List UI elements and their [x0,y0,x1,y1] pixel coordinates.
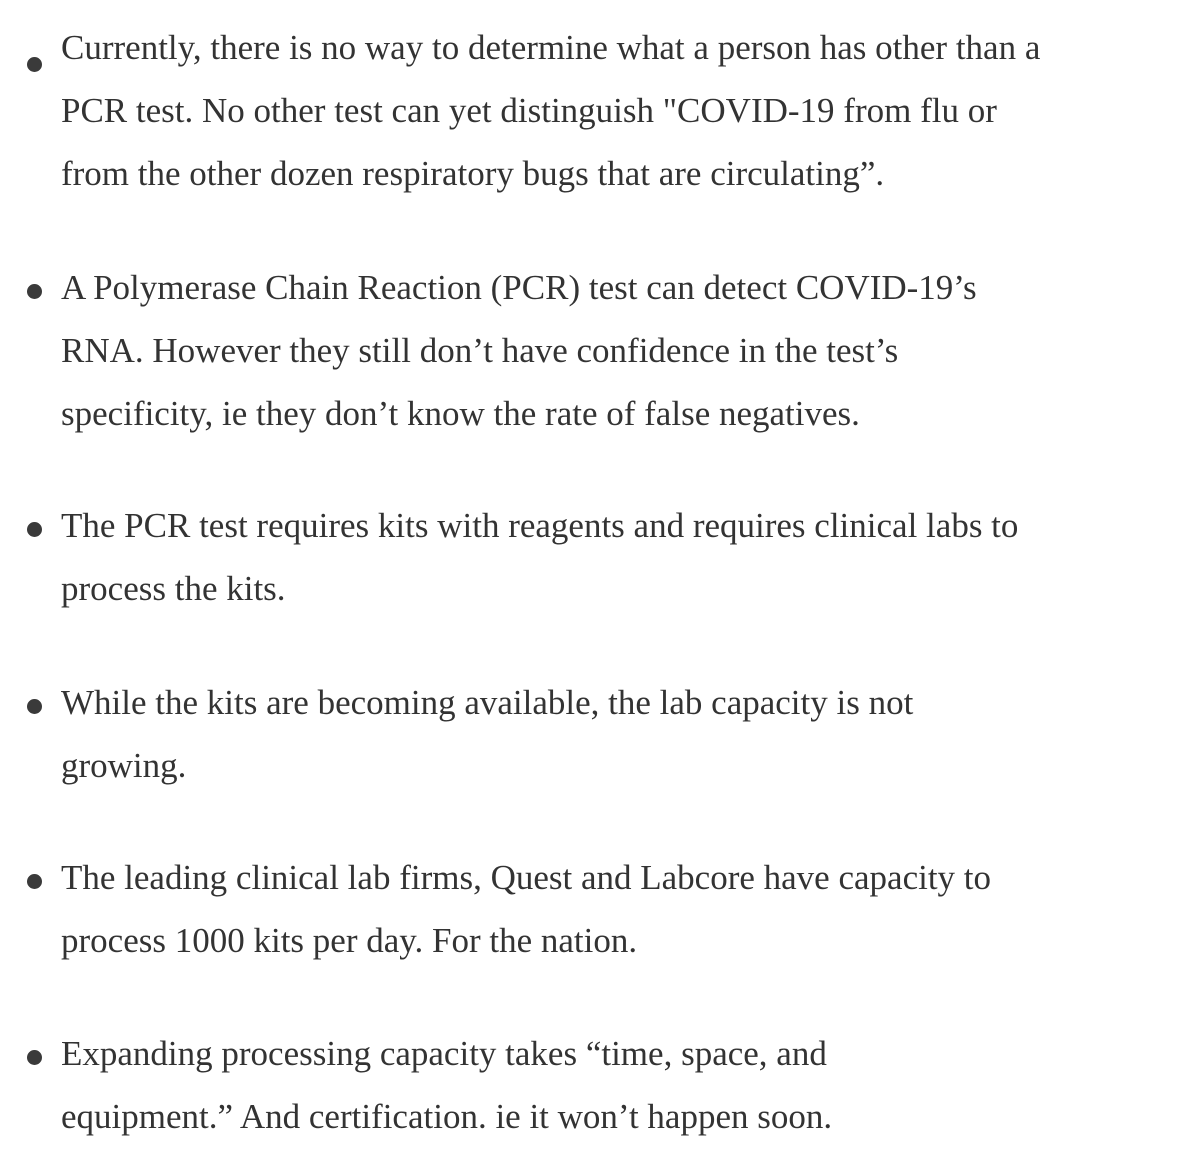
text-line: A Polymerase Chain Reaction (PCR) test can detect COVID-19’s [61,268,977,307]
bullet-dot-icon [27,57,42,72]
list-item-text [61,494,1186,620]
text-line: Expanding processing capacity takes “time, space, and [61,1034,827,1073]
text-line: While the kits are becoming available, the lab capacity is not [61,683,914,722]
list-item-text [61,256,1186,445]
text-line: from the other dozen respiratory bugs that are circulating”. [61,154,885,193]
list-item-text [61,16,1186,205]
text-line: PCR test. No other test can yet distinguish "COVID-19 from flu or [61,91,997,130]
text-line: process the kits. [61,569,286,608]
list-item-text [61,1022,1186,1148]
text-line: process 1000 kits per day. For the nation. [61,921,638,960]
bullet-dot-icon [27,699,42,714]
text-line: The PCR test requires kits with reagents and requires clinical labs to [61,506,1019,545]
bullet-dot-icon [27,874,42,889]
text-line: specificity, ie they don’t know the rate of false negatives. [61,394,860,433]
text-line: RNA. However they still don’t have confidence in the test’s [61,331,899,370]
list-item-text [61,846,1186,972]
bullet-dot-icon [27,284,42,299]
text-line: The leading clinical lab firms, Quest and Labcore have capacity to [61,858,992,897]
list-item-text [61,671,1186,797]
bullet-dot-icon [27,522,42,537]
text-line: equipment.” And certification. ie it won’t happen soon. [61,1097,833,1136]
bullet-dot-icon [27,1050,42,1065]
text-line: Currently, there is no way to determine what a person has other than a [61,28,1041,67]
text-line: growing. [61,746,187,785]
